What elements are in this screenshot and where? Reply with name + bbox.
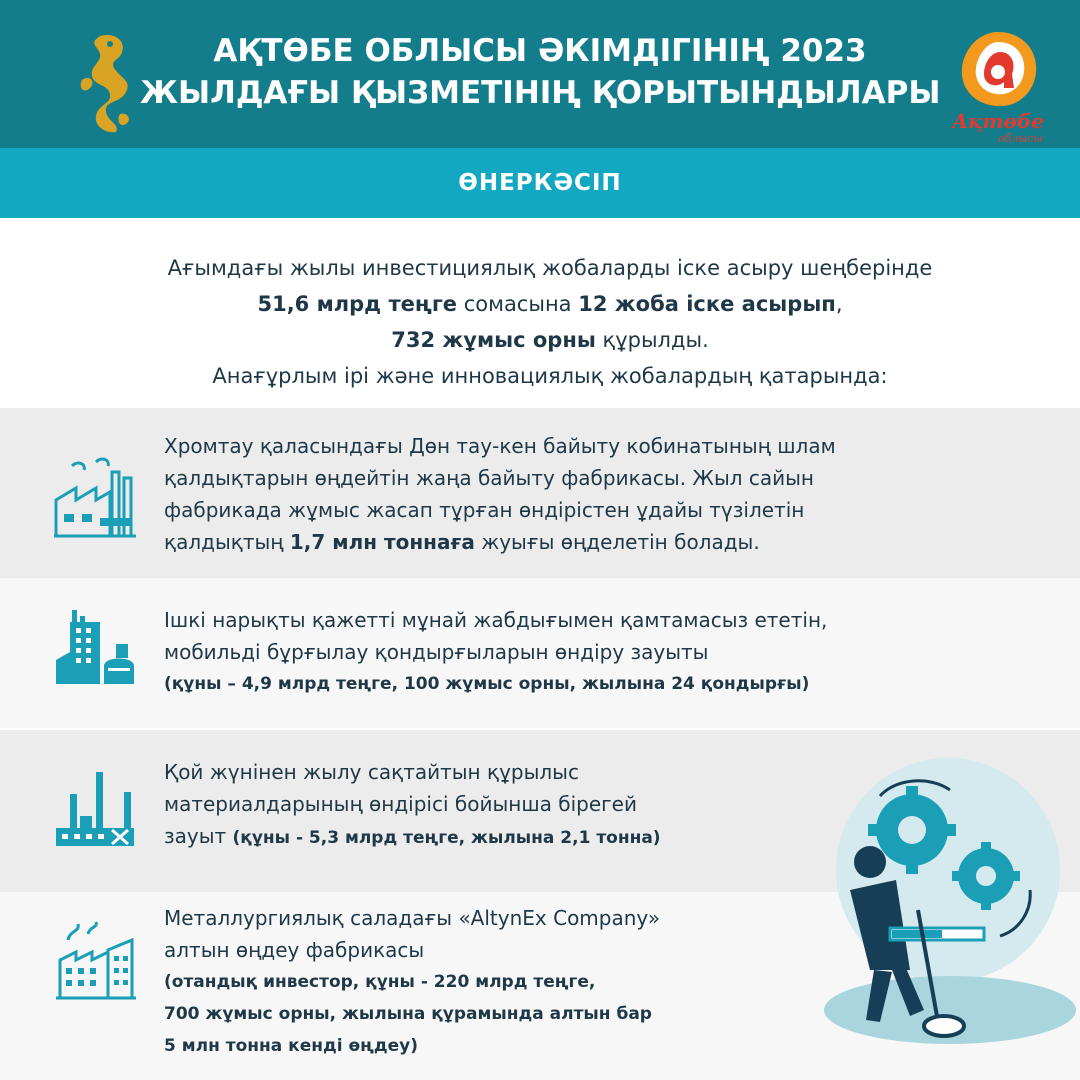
project-line: материалдарының өндірісі бойынша бірегей: [164, 792, 637, 816]
project-description: [164, 756, 661, 854]
smelter-factory-icon: [52, 920, 138, 1004]
project-details: 700 жұмыс орны, жылына құрамында алтын бар: [164, 1004, 652, 1024]
industrial-plant-icon: [52, 606, 138, 686]
section-bar: [0, 148, 1080, 218]
intro-line-1: Ағымдағы жылы инвестициялық жобаларды іске асыру шеңберінде: [167, 256, 933, 280]
project-details: (отандық инвестор, құны - 220 млрд теңге,: [164, 972, 596, 992]
logo-subtext: облысы: [998, 132, 1043, 145]
project-details: (құны – 4,9 млрд теңге, 100 жұмыс орны, жылына 24 қондырғы): [164, 674, 810, 694]
title-line-2: ЖЫЛДАҒЫ ҚЫЗМЕТІНІҢ ҚОРЫТЫНДЫЛАРЫ: [140, 75, 941, 111]
project-line: Ішкі нарықты қажетті мұнай жабдығымен қамтамасыз ететін,: [164, 608, 828, 632]
intro-line-4: Анағұрлым ірі және инновациялық жобалардың қатарында:: [212, 364, 888, 388]
section-title: ӨНЕРКӘСІП: [458, 170, 622, 196]
page-title: [140, 30, 940, 114]
project-details: (құны - 5,3 млрд теңге, жылына 2,1 тонна): [232, 828, 661, 848]
project-description: [164, 430, 836, 558]
project-line: Хромтау қаласындағы Дөн тау-кен байыту кобинатының шлам: [164, 434, 836, 458]
intro-projects-count: 12 жоба іске асырып: [578, 292, 836, 316]
snow-leopard-emblem-icon: [70, 30, 140, 135]
project-line: [164, 820, 661, 854]
plant-chimneys-icon: [52, 770, 138, 848]
project-row: [0, 578, 1080, 728]
aktobe-region-logo: [952, 28, 1052, 148]
logo-wordmark: Ақтөбе: [952, 109, 1045, 133]
project-row: [0, 408, 1080, 578]
project-line: Қой жүнінен жылу сақтайтын құрылыс: [164, 760, 579, 784]
intro-comma: ,: [835, 292, 843, 316]
intro-line-2: [50, 286, 1050, 322]
title-line-1: АҚТӨБЕ ОБЛЫСЫ ӘКІМДІГІНІҢ 2023: [213, 33, 867, 69]
project-line: алтын өңдеу фабрикасы: [164, 938, 425, 962]
intro-paragraph: [50, 250, 1050, 394]
intro-jobs: 732 жұмыс орны: [391, 328, 596, 352]
header-bar: [0, 0, 1080, 148]
project-text: жуығы өңделетін болады.: [474, 530, 760, 554]
intro-text: сомасына: [457, 292, 579, 316]
intro-jobs-text: құрылды.: [595, 328, 709, 352]
project-line: Металлургиялық саладағы «AltynEx Company»: [164, 906, 661, 930]
project-line: фабрикада жұмыс жасап тұрған өндірістен ұдайы түзілетін: [164, 498, 805, 522]
project-text: зауыт: [164, 824, 233, 848]
project-highlight: 1,7 млн тоннаға: [289, 530, 475, 554]
project-description: [164, 604, 827, 700]
project-line: [164, 526, 836, 558]
intro-line-3: [50, 322, 1050, 358]
project-details: 5 млн тонна кенді өңдеу): [164, 1036, 418, 1056]
intro-amount: 51,6 млрд теңге: [257, 292, 458, 316]
project-description: [164, 902, 660, 1062]
factory-icon: [52, 456, 138, 540]
worker-gears-illustration-icon: [800, 740, 1080, 1060]
project-line: мобильді бұрғылау қондырғыларын өндіру зауыты: [164, 640, 709, 664]
project-line: қалдықтарын өңдейтін жаңа байыту фабрикасы. Жыл сайын: [164, 466, 814, 490]
project-text: қалдықтың: [164, 530, 290, 554]
aktobe-a-logo-icon: [952, 28, 1044, 112]
